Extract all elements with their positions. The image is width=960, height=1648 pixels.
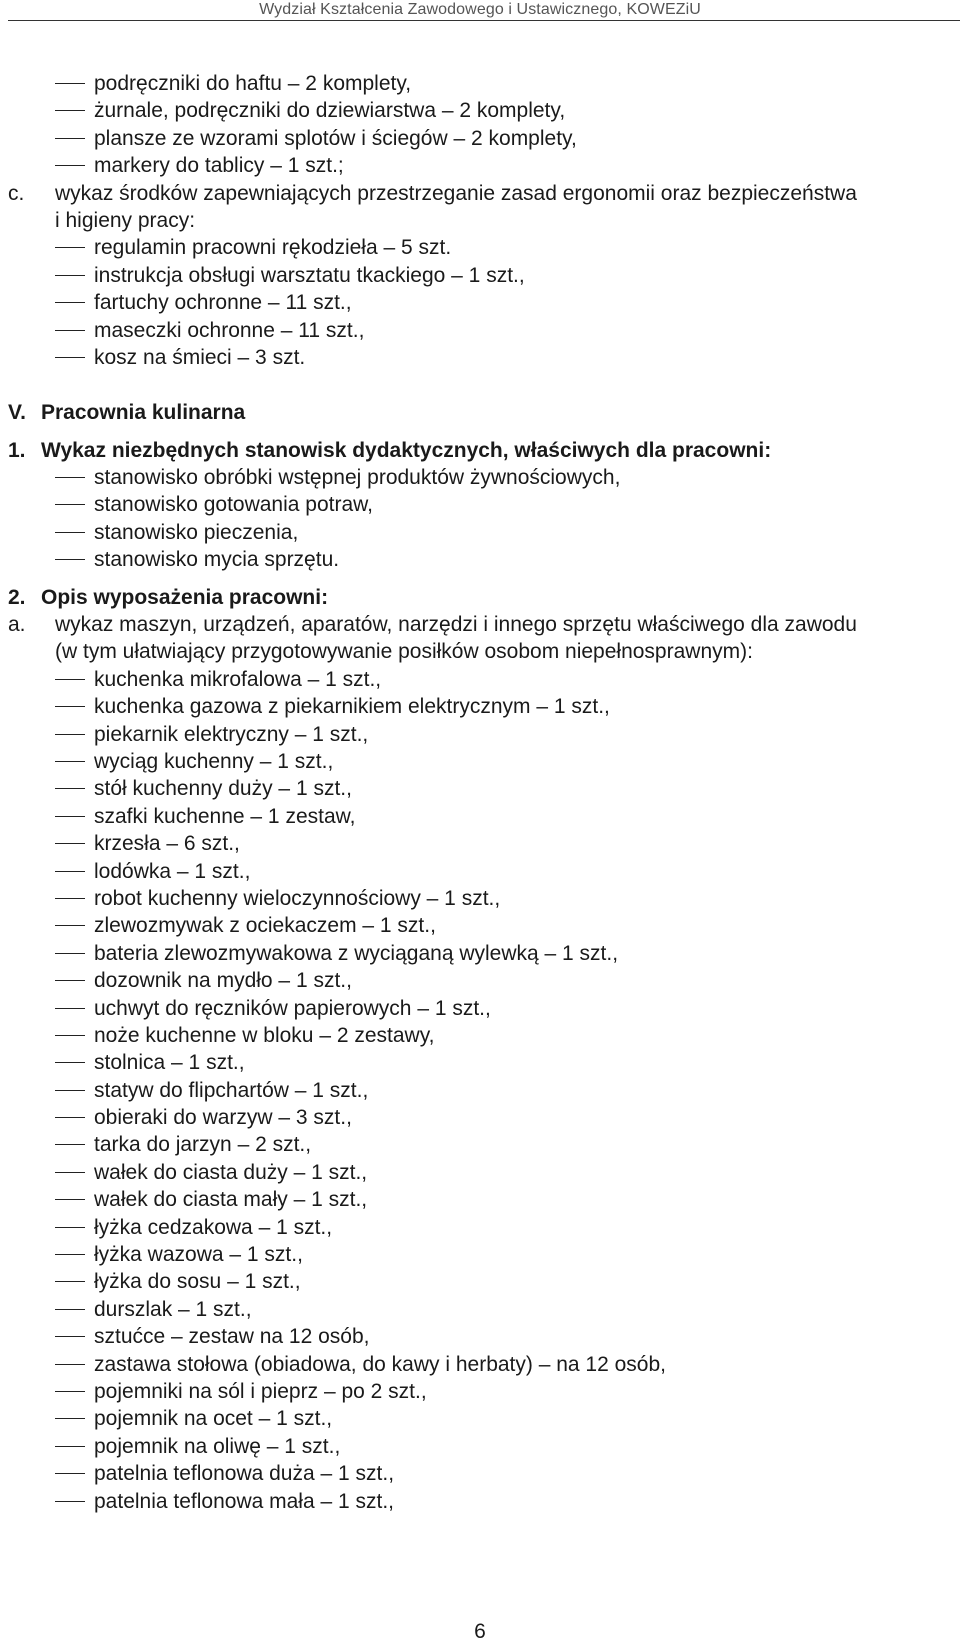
subsection-title: Wykaz niezbędnych stanowisk dydaktycznych, właściwych dla pracowni:	[41, 438, 772, 462]
section-number: V.	[8, 401, 26, 425]
list-item: łyżka do sosu – 1 szt.,	[0, 1268, 960, 1295]
list-item: kosz na śmieci – 3 szt.	[0, 344, 960, 371]
list-item: stanowisko mycia sprzętu.	[0, 546, 960, 573]
list-item: tarka do jarzyn – 2 szt.,	[0, 1131, 960, 1158]
dash-bullet	[55, 871, 85, 872]
dash-bullet	[55, 83, 85, 84]
dash-bullet	[55, 138, 85, 139]
dash-bullet	[55, 1090, 85, 1091]
dash-bullet	[55, 898, 85, 899]
list-heading: c. wykaz środków zapewniających przestrzeganie zasad ergonomii oraz bezpieczeństwa	[0, 180, 960, 207]
list-item: durszlak – 1 szt.,	[0, 1296, 960, 1323]
list-item: stolnica – 1 szt.,	[0, 1049, 960, 1076]
dash-bullet	[55, 165, 85, 166]
list-item: wałek do ciasta mały – 1 szt.,	[0, 1186, 960, 1213]
page-header	[0, 0, 960, 22]
list-item: zlewozmywak z ociekaczem – 1 szt.,	[0, 912, 960, 939]
list-item: uchwyt do ręczników papierowych – 1 szt.,	[0, 995, 960, 1022]
dash-bullet	[55, 1199, 85, 1200]
list-item: pojemnik na oliwę – 1 szt.,	[0, 1433, 960, 1460]
dash-bullet	[55, 816, 85, 817]
list-heading-continuation: i higieny pracy:	[55, 208, 196, 232]
dash-bullet	[55, 1144, 85, 1145]
list-item: instrukcja obsługi warsztatu tkackiego – 1 szt.,	[0, 262, 960, 289]
dash-bullet	[55, 980, 85, 981]
list-item: plansze ze wzorami splotów i ściegów – 2 komplety,	[0, 125, 960, 152]
subsection-heading	[0, 584, 960, 611]
dash-bullet	[55, 1336, 85, 1337]
subsection-number: 1.	[8, 438, 26, 462]
list-item: wyciąg kuchenny – 1 szt.,	[0, 748, 960, 775]
subsection-heading	[0, 437, 960, 464]
dash-bullet	[55, 330, 85, 331]
dash-bullet	[55, 788, 85, 789]
kitchen-equipment-list	[0, 666, 960, 1515]
dash-bullet	[55, 1473, 85, 1474]
list-item: łyżka wazowa – 1 szt.,	[0, 1241, 960, 1268]
page-number: 6	[474, 1620, 486, 1643]
dash-bullet	[55, 925, 85, 926]
equipment-list-b-tail	[0, 70, 960, 180]
header-rule	[8, 20, 960, 21]
list-item: stanowisko pieczenia,	[0, 519, 960, 546]
dash-bullet	[55, 559, 85, 560]
workstations-list	[0, 464, 960, 574]
dash-bullet	[55, 302, 85, 303]
list-item: podręczniki do haftu – 2 komplety,	[0, 70, 960, 97]
list-item: kuchenka mikrofalowa – 1 szt.,	[0, 666, 960, 693]
list-item: patelnia teflonowa duża – 1 szt.,	[0, 1460, 960, 1487]
list-item: stół kuchenny duży – 1 szt.,	[0, 775, 960, 802]
section-heading	[0, 399, 960, 426]
list-item: szafki kuchenne – 1 zestaw,	[0, 803, 960, 830]
list-item: pojemniki na sól i pieprz – po 2 szt.,	[0, 1378, 960, 1405]
list-heading: a. wykaz maszyn, urządzeń, aparatów, narzędzi i innego sprzętu właściwego dla zawodu	[0, 611, 960, 638]
dash-bullet	[55, 357, 85, 358]
dash-bullet	[55, 477, 85, 478]
list-item: robot kuchenny wieloczynnościowy – 1 szt.,	[0, 885, 960, 912]
dash-bullet	[55, 1035, 85, 1036]
list-item: żurnale, podręczniki do dziewiarstwa – 2 komplety,	[0, 97, 960, 124]
list-item: kuchenka gazowa z piekarnikiem elektrycznym – 1 szt.,	[0, 693, 960, 720]
dash-bullet	[55, 1501, 85, 1502]
dash-bullet	[55, 1008, 85, 1009]
dash-bullet	[55, 679, 85, 680]
dash-bullet	[55, 1309, 85, 1310]
dash-bullet	[55, 504, 85, 505]
list-item: bateria zlewozmywakowa z wyciąganą wylewką – 1 szt.,	[0, 940, 960, 967]
list-item: fartuchy ochronne – 11 szt.,	[0, 289, 960, 316]
list-item: pojemnik na ocet – 1 szt.,	[0, 1405, 960, 1432]
list-item: łyżka cedzakowa – 1 szt.,	[0, 1214, 960, 1241]
list-item: piekarnik elektryczny – 1 szt.,	[0, 721, 960, 748]
safety-measures-list	[0, 180, 960, 372]
section-title: Pracownia kulinarna	[41, 401, 246, 425]
list-item: zastawa stołowa (obiadowa, do kawy i herbaty) – na 12 osób,	[0, 1351, 960, 1378]
list-item: regulamin pracowni rękodzieła – 5 szt.	[0, 234, 960, 261]
list-item: lodówka – 1 szt.,	[0, 858, 960, 885]
dash-bullet	[55, 247, 85, 248]
dash-bullet	[55, 843, 85, 844]
list-item: dozownik na mydło – 1 szt.,	[0, 967, 960, 994]
dash-bullet	[55, 734, 85, 735]
subsection-title: Opis wyposażenia pracowni:	[41, 585, 329, 609]
list-heading-continuation: (w tym ułatwiający przygotowywanie posiłków osobom niepełnosprawnym):	[55, 640, 753, 664]
list-marker: c.	[8, 181, 25, 205]
list-item: krzesła – 6 szt.,	[0, 830, 960, 857]
dash-bullet	[55, 1062, 85, 1063]
list-item: statyw do flipchartów – 1 szt.,	[0, 1077, 960, 1104]
dash-bullet	[55, 706, 85, 707]
dash-bullet	[55, 532, 85, 533]
header-title: Wydział Kształcenia Zawodowego i Ustawicznego, KOWEZiU	[259, 1, 701, 18]
dash-bullet	[55, 275, 85, 276]
list-marker: a.	[8, 613, 26, 637]
dash-bullet	[55, 953, 85, 954]
list-item: wałek do ciasta duży – 1 szt.,	[0, 1159, 960, 1186]
dash-bullet	[55, 1281, 85, 1282]
list-item: stanowisko gotowania potraw,	[0, 491, 960, 518]
dash-bullet	[55, 1227, 85, 1228]
dash-bullet	[55, 1446, 85, 1447]
list-item: stanowisko obróbki wstępnej produktów żywnościowych,	[0, 464, 960, 491]
subsection-number: 2.	[8, 585, 26, 609]
list-item: sztućce – zestaw na 12 osób,	[0, 1323, 960, 1350]
list-item: obieraki do warzyw – 3 szt.,	[0, 1104, 960, 1131]
dash-bullet	[55, 761, 85, 762]
dash-bullet	[55, 110, 85, 111]
dash-bullet	[55, 1172, 85, 1173]
list-item: noże kuchenne w bloku – 2 zestawy,	[0, 1022, 960, 1049]
dash-bullet	[55, 1418, 85, 1419]
dash-bullet	[55, 1117, 85, 1118]
dash-bullet	[55, 1364, 85, 1365]
dash-bullet	[55, 1391, 85, 1392]
list-item: markery do tablicy – 1 szt.;	[0, 152, 960, 179]
dash-bullet	[55, 1254, 85, 1255]
list-item: patelnia teflonowa mała – 1 szt.,	[0, 1488, 960, 1515]
list-item: maseczki ochronne – 11 szt.,	[0, 317, 960, 344]
document-body	[0, 70, 960, 1515]
